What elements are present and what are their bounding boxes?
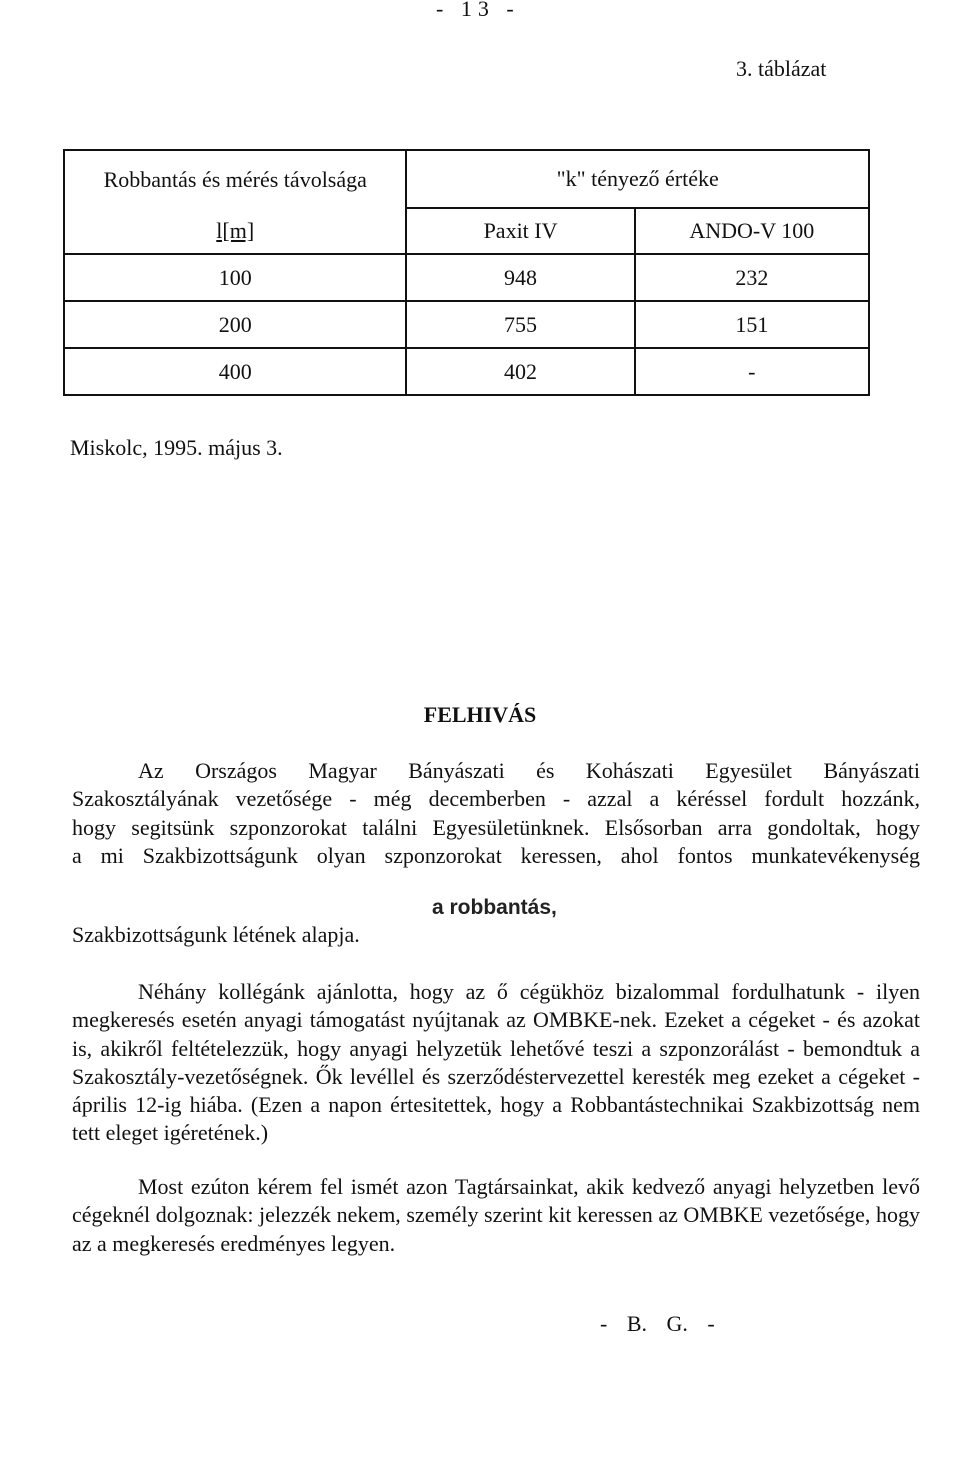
table-subheader-row — [64, 208, 869, 254]
cell-paxit: 402 — [406, 348, 634, 395]
cell-paxit: 755 — [406, 301, 634, 348]
subheader-paxit: Paxit IV — [406, 208, 634, 254]
cell-distance: 100 — [64, 254, 406, 301]
paragraph-3: Most ezúton kérem fel ismét azon Tagtársainkat, akik kedvező anyagi helyzetben levő cégeknél dolgoznak: jelezzék nekem, személy szerint kit keressen az OMBKE vezetősége, hogy az a megkeresés eredményes legyen. — [72, 1174, 920, 1256]
table-title: 3. táblázat — [736, 56, 827, 81]
paragraph-1-last-line: Szakbizottságunk létének alapja. — [72, 922, 360, 947]
paragraph-1 — [72, 757, 920, 870]
paragraph-1-line: Az Országos Magyar Bányászati és Kohászati Egyesület Bányászati — [138, 758, 920, 783]
header-k-factor: "k" tényező értéke — [406, 150, 869, 208]
table-row — [64, 301, 869, 348]
handwritten-insert: a robbantás, — [432, 896, 557, 919]
subheader-unit: l[m] — [64, 208, 406, 254]
page-heading: FELHIVÁS — [423, 702, 537, 727]
paragraph-1-line: Szakosztályának vezetősége - még decemberben - azzal a kéréssel fordult hozzánk, — [72, 786, 920, 812]
table-header-row — [64, 150, 869, 208]
cell-distance: 200 — [64, 301, 406, 348]
cell-ando: 151 — [635, 301, 869, 348]
k-factor-table — [63, 149, 870, 396]
header-distance: Robbantás és mérés távolsága — [64, 150, 406, 208]
place-date: Miskolc, 1995. május 3. — [70, 435, 283, 460]
cell-paxit: 948 — [406, 254, 634, 301]
paragraph-2: Néhány kollégánk ajánlotta, hogy az ő cégükhöz bizalommal fordulhatunk - ilyen megkeresés esetén anyagi támogatást nyújtanak az OMBKE-nek. Ezeket a cégeket - és azokat is, akikről feltételezzük, hogy anyagi helyzetük lehetővé teszi a szponzorálást - bemondtuk a Szakosztály-vezetőségnek. Ők levéllel és szerződéstervezettel keresték meg ezeket a cégeket - április 12-ig hiába. (Ezen a napon értesitettek, hogy a Robbantástechnikai Szakbizottság nem tett eleget igéretének.) — [72, 979, 920, 1146]
signature: - B. G. - — [600, 1311, 715, 1336]
cell-ando: - — [635, 348, 869, 395]
table-row — [64, 348, 869, 395]
cell-ando: 232 — [635, 254, 869, 301]
paragraph-1-line: hogy segitsünk szponzorokat találni Egyesületünknek. Elsősorban arra gondoltak, hogy — [72, 814, 920, 840]
table-row — [64, 254, 869, 301]
page-number: - 13 - — [436, 0, 520, 21]
subheader-ando: ANDO-V 100 — [635, 208, 869, 254]
cell-distance: 400 — [64, 348, 406, 395]
paragraph-1-line: a mi Szakbizottságunk olyan szponzorokat keressen, ahol fontos munkatevékenység — [72, 842, 920, 868]
